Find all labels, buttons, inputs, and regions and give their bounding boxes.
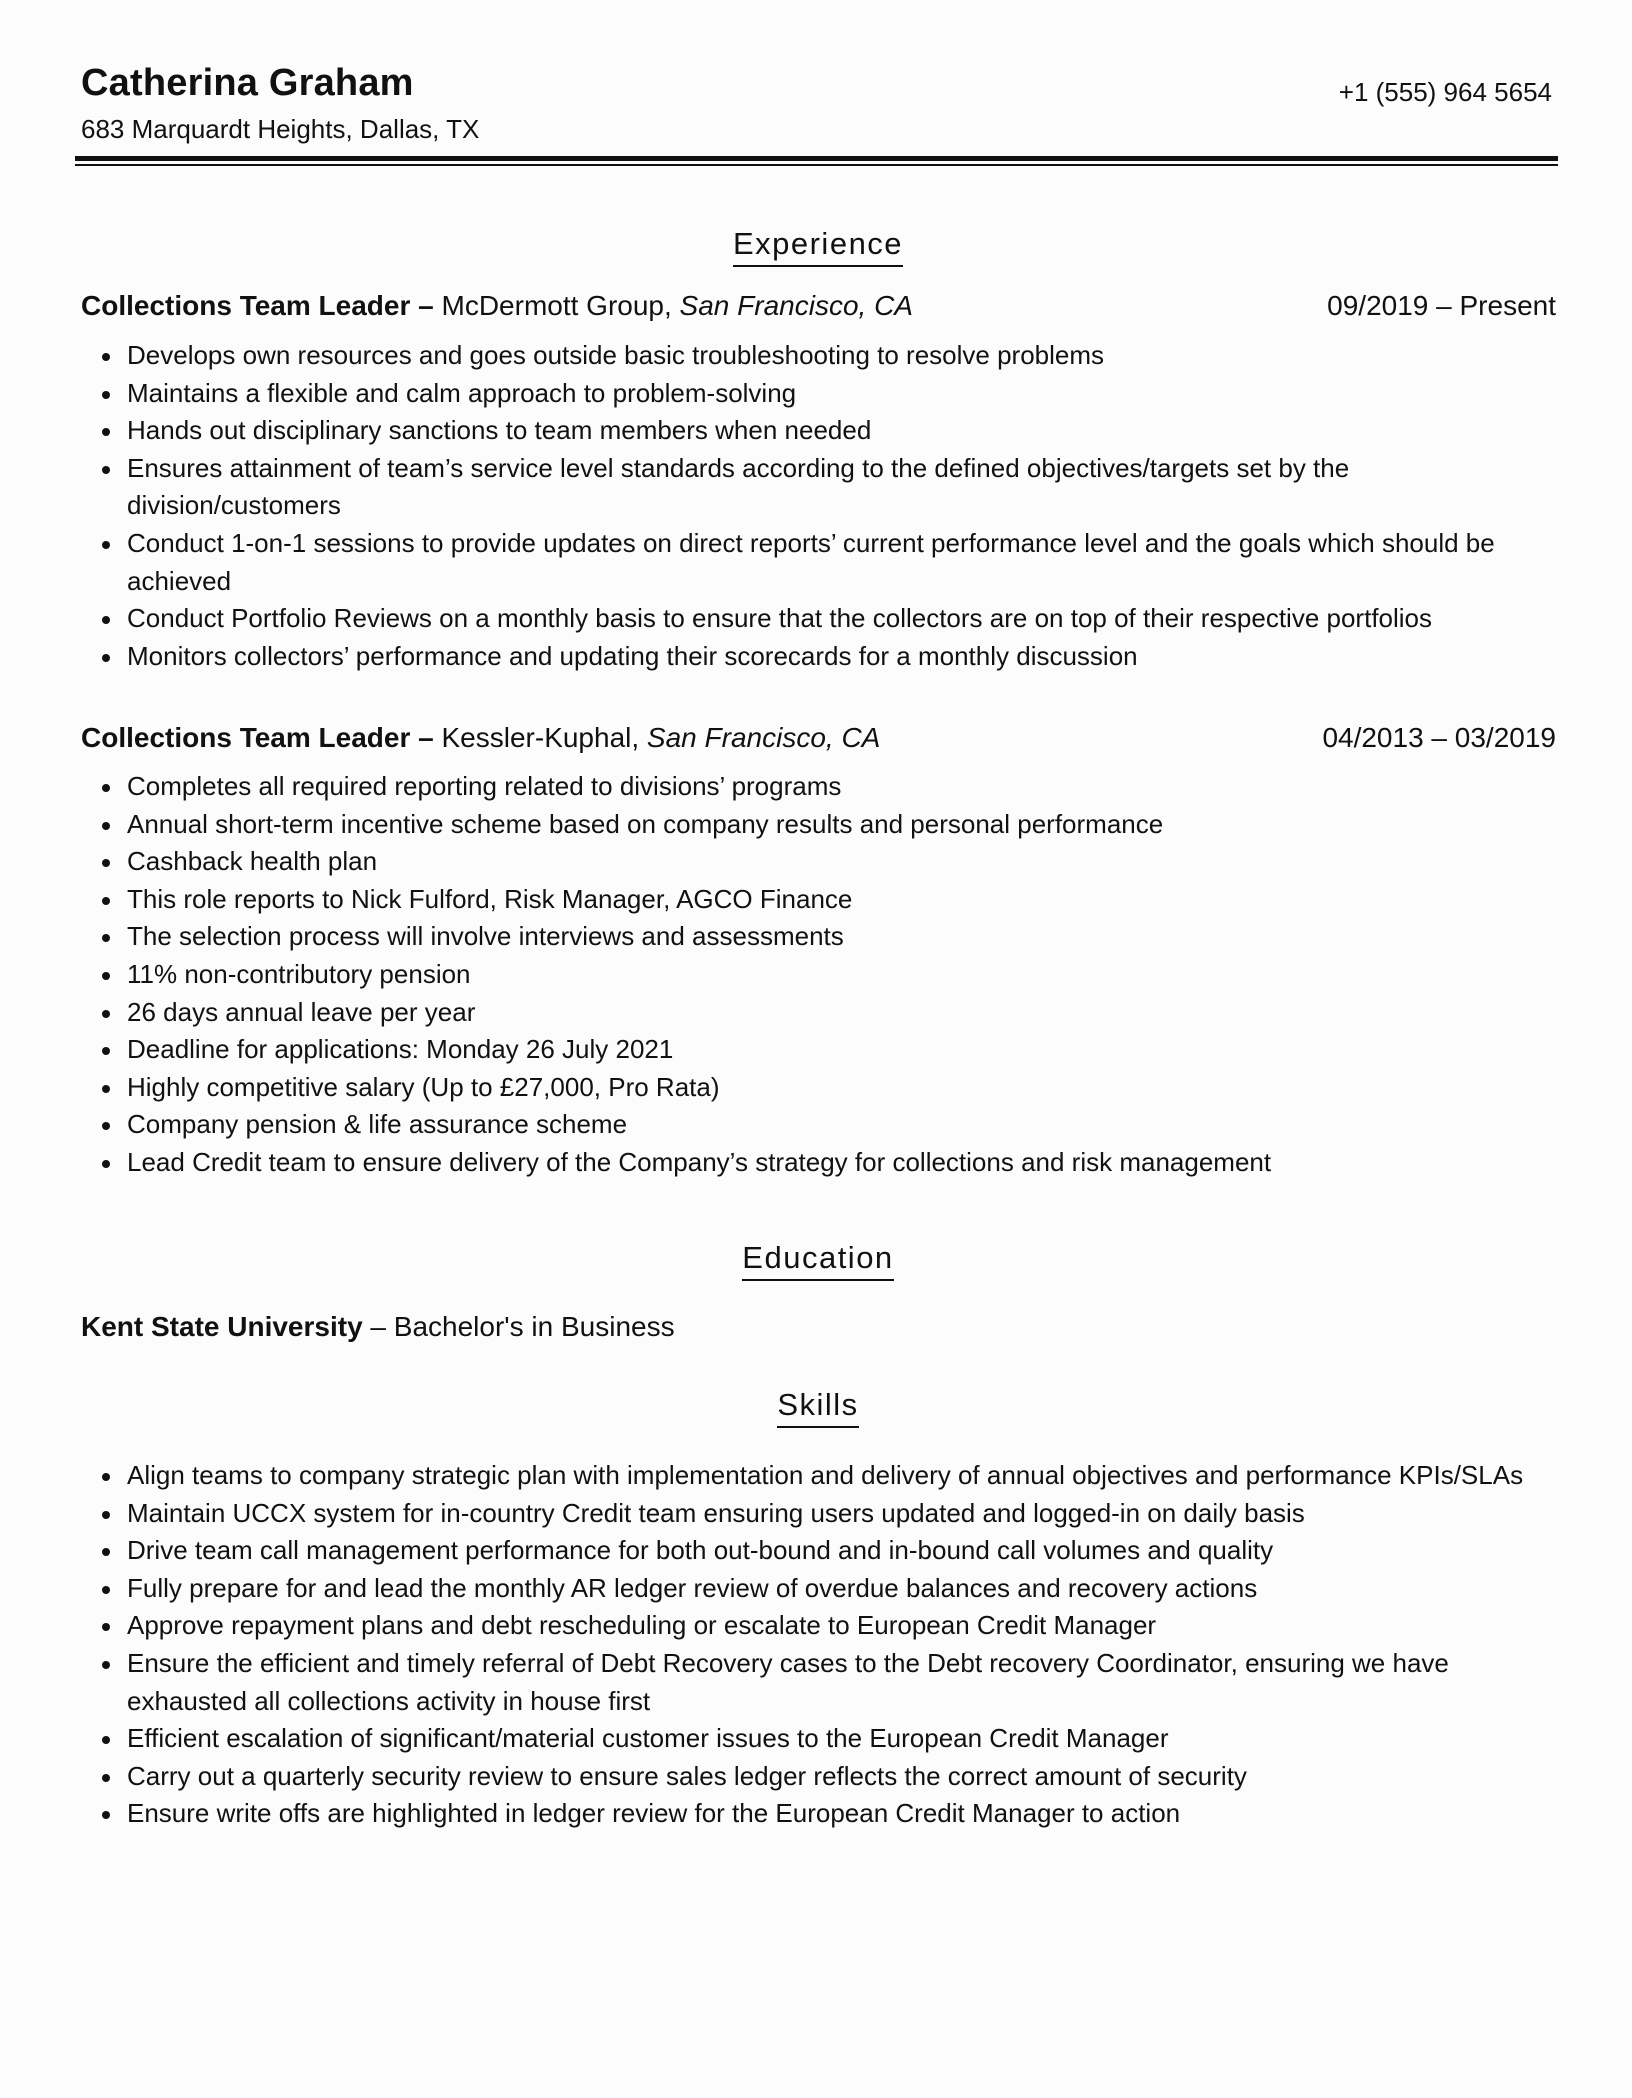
job-bullet: Lead Credit team to ensure delivery of the Company’s strategy for collections and risk management	[80, 1144, 1556, 1182]
skill-bullet: Drive team call management performance for both out-bound and in-bound call volumes and quality	[80, 1532, 1556, 1570]
job-bullet: Develops own resources and goes outside basic troubleshooting to resolve problems	[80, 337, 1556, 375]
skill-bullet: Carry out a quarterly security review to ensure sales ledger reflects the correct amount of security	[80, 1758, 1556, 1796]
job-entry-header	[81, 290, 1556, 322]
experience-section-heading	[80, 226, 1556, 267]
header-divider-thick	[75, 156, 1558, 161]
candidate-name: Catherina Graham	[81, 62, 414, 104]
experience-heading: Experience	[733, 226, 903, 267]
skill-bullet: Ensure the efficient and timely referral of Debt Recovery cases to the Debt recovery Coordinator, ensuring we have exhausted all collections activity in house first	[80, 1645, 1556, 1720]
skill-bullet: Fully prepare for and lead the monthly AR ledger review of overdue balances and recovery actions	[80, 1570, 1556, 1608]
job-bullet: Monitors collectors’ performance and updating their scorecards for a monthly discussion	[80, 638, 1556, 676]
job-location: San Francisco, CA	[639, 722, 881, 753]
job-entry-header	[81, 722, 1556, 754]
job-bullet-list	[80, 337, 1556, 675]
candidate-address: 683 Marquardt Heights, Dallas, TX	[81, 114, 480, 144]
job-title: Collections Team Leader –	[81, 722, 434, 753]
skill-bullet: Efficient escalation of significant/material customer issues to the European Credit Manager	[80, 1720, 1556, 1758]
job-bullet: Completes all required reporting related to divisions’ programs	[80, 768, 1556, 806]
job-bullet: Company pension & life assurance scheme	[80, 1106, 1556, 1144]
skills-section-heading	[80, 1387, 1556, 1428]
job-bullet: Highly competitive salary (Up to £27,000, Pro Rata)	[80, 1069, 1556, 1107]
job-bullet: Conduct 1-on-1 sessions to provide updates on direct reports’ current performance level and the goals which should be achieved	[80, 525, 1556, 600]
education-heading: Education	[742, 1240, 893, 1281]
job-bullet: Hands out disciplinary sanctions to team members when needed	[80, 412, 1556, 450]
skill-bullet: Approve repayment plans and debt rescheduling or escalate to European Credit Manager	[80, 1607, 1556, 1645]
education-section-heading	[80, 1240, 1556, 1281]
candidate-phone: +1 (555) 964 5654	[1338, 77, 1552, 107]
job-bullet: This role reports to Nick Fulford, Risk Manager, AGCO Finance	[80, 881, 1556, 919]
job-dates: 09/2019 – Present	[1327, 290, 1556, 321]
job-bullet: Maintains a flexible and calm approach to problem-solving	[80, 375, 1556, 413]
job-bullet: The selection process will involve interviews and assessments	[80, 918, 1556, 956]
resume-header	[80, 0, 1556, 160]
job-company: McDermott Group,	[433, 290, 672, 321]
job-title: Collections Team Leader –	[81, 290, 434, 321]
job-bullet: Cashback health plan	[80, 843, 1556, 881]
job-bullet: Deadline for applications: Monday 26 July 2021	[80, 1031, 1556, 1069]
job-bullet: Ensures attainment of team’s service level standards according to the defined objectives/targets set by the division/customers	[80, 450, 1556, 525]
education-degree: – Bachelor's in Business	[362, 1311, 675, 1342]
skill-bullet: Maintain UCCX system for in-country Credit team ensuring users updated and logged-in on daily basis	[80, 1495, 1556, 1533]
skill-bullet: Align teams to company strategic plan with implementation and delivery of annual objectives and performance KPIs/SLAs	[80, 1457, 1556, 1495]
skills-bullet-list	[80, 1457, 1556, 1833]
job-company: Kessler-Kuphal,	[433, 722, 640, 753]
job-bullet: 11% non-contributory pension	[80, 956, 1556, 994]
education-school: Kent State University	[81, 1311, 363, 1342]
resume-page	[80, 0, 1556, 1829]
skill-bullet: Ensure write offs are highlighted in ledger review for the European Credit Manager to action	[80, 1795, 1556, 1833]
header-divider-thin	[75, 164, 1558, 166]
job-bullet: Annual short-term incentive scheme based on company results and personal performance	[80, 806, 1556, 844]
job-dates: 04/2013 – 03/2019	[1322, 722, 1556, 753]
job-location: San Francisco, CA	[671, 290, 913, 321]
job-bullet-list	[80, 768, 1556, 1182]
job-bullet: Conduct Portfolio Reviews on a monthly basis to ensure that the collectors are on top of their respective portfolios	[80, 600, 1556, 638]
skills-heading: Skills	[777, 1387, 858, 1428]
job-bullet: 26 days annual leave per year	[80, 994, 1556, 1032]
education-entry	[81, 1311, 675, 1343]
